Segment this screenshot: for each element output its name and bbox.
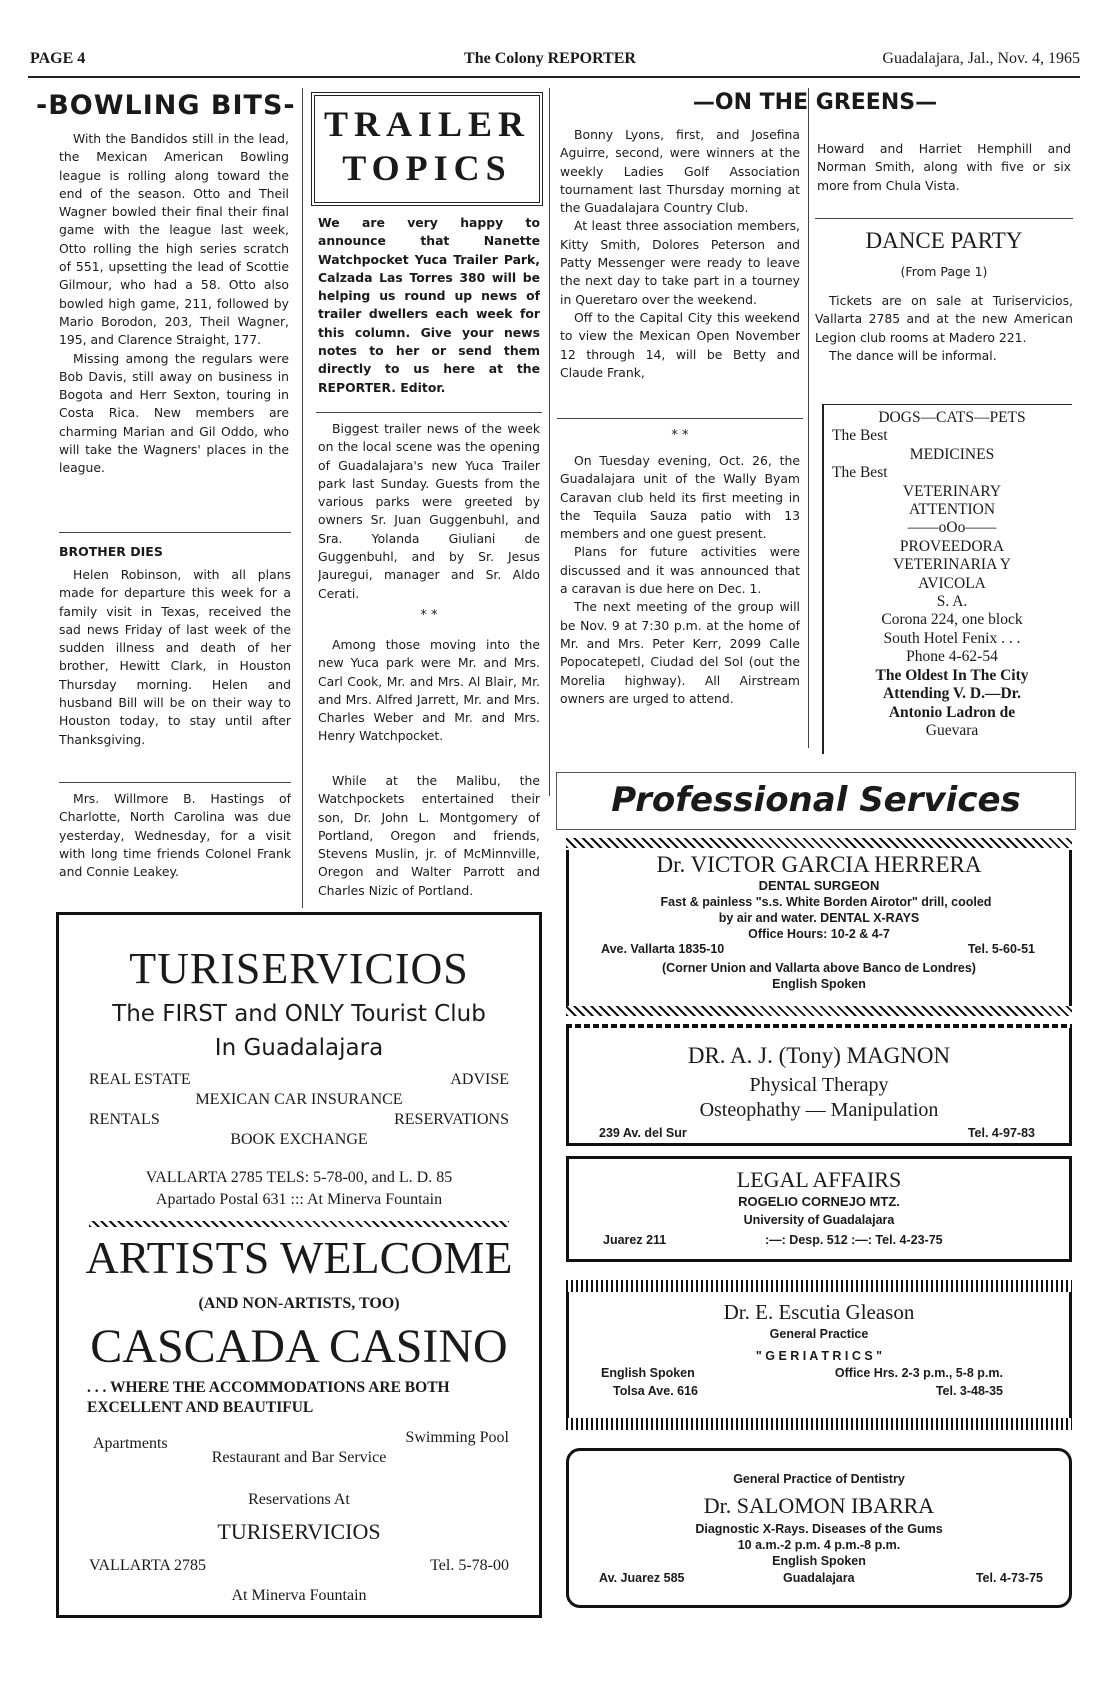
herrera-line: English Spoken — [772, 977, 866, 991]
trailer-paragraph: Biggest trailer news of the week on the local scene was the opening of Guadalajara's new Yuca Trailer park last Sunday. Guests from the various parks were greeted by owners Sr. Juan Guggenbuhl, and Sra. Yolanda Giuliani de Guggenbuhl, and by Sr. Jesus Jauregui, manager and Sr. Aldo Cerati. — [318, 421, 540, 600]
herrera-address-row — [569, 942, 1069, 960]
service-reservations: RESERVATIONS — [394, 1111, 509, 1128]
non-artists-note: (AND NON-ARTISTS, TOO) — [198, 1295, 400, 1312]
ibarra-name: Dr. SALOMON IBARRA — [703, 1493, 935, 1518]
border-decoration — [566, 1280, 1072, 1292]
vet-line: The Best — [832, 427, 888, 445]
dance-paragraph: The dance will be informal. — [829, 347, 997, 363]
vet-line: S. A. — [936, 593, 968, 611]
bowling-article — [59, 130, 289, 523]
vet-line: South Hotel Fenix . . . — [883, 629, 1021, 647]
ibarra-address: Av. Juarez 585 — [599, 1571, 685, 1585]
magnon-address-row — [569, 1126, 1069, 1146]
vet-line: ——oOo—— — [907, 519, 997, 537]
artists-welcome-heading: ARTISTS WELCOME — [85, 1232, 513, 1283]
service-rentals: RENTALS — [89, 1111, 160, 1128]
gleason-english: English Spoken — [601, 1366, 695, 1380]
vet-line: The Oldest In The City — [875, 666, 1029, 684]
herrera-title: DENTAL SURGEON — [758, 878, 880, 893]
ibarra-english: English Spoken — [772, 1554, 866, 1568]
trailer-topics-title-box — [311, 92, 543, 206]
divider — [59, 782, 291, 783]
gleason-phone: Tel. 3-48-35 — [935, 1384, 1003, 1398]
hastings-paragraph: Mrs. Willmore B. Hastings of Charlotte, North Carolina was due yesterday, Wednesday, for a visit with long time friends Colonel Frank and Connie Leakey. — [59, 791, 291, 880]
magnon-ad — [566, 1028, 1072, 1146]
turiservicios-tagline: The FIRST and ONLY Tourist Club — [112, 1001, 486, 1027]
vet-line: AVICOLA — [918, 574, 986, 592]
turiservicios-address: VALLARTA 2785 TELS: 5-78-00, and L. D. 85 — [145, 1169, 453, 1186]
newspaper-name: The Colony REPORTER — [464, 50, 636, 67]
greens-article — [560, 126, 800, 414]
service-insurance: MEXICAN CAR INSURANCE — [195, 1091, 403, 1108]
gleason-name: Dr. E. Escutia Gleason — [723, 1300, 915, 1324]
divider — [316, 412, 542, 413]
divider — [815, 218, 1073, 219]
gleason-row — [569, 1384, 1069, 1402]
caravan-paragraph: The next meeting of the group will be Nov. 9 at 7:30 p.m. at the home of Mr. and Mrs. Peter Kerr, 2099 Calle Popocatepetl, Ciudad del Sol (out the Morelia highway). All Airstream owners are urged to attend. — [560, 599, 800, 706]
professional-services-header — [556, 772, 1076, 830]
ibarra-ad — [566, 1448, 1072, 1608]
section-stars: * * — [671, 428, 689, 443]
vet-line: The Best — [832, 464, 888, 482]
brother-article — [59, 566, 291, 776]
magnon-specialty: Manipulation — [830, 1099, 939, 1121]
casino-address: VALLARTA 2785 — [89, 1557, 207, 1574]
herrera-hours: Office Hours: 10-2 & 4-7 — [748, 927, 890, 941]
magnon-specialty: Osteophathy — [699, 1099, 801, 1121]
masthead-rule — [28, 76, 1080, 78]
vet-line: Antonio Ladron de — [888, 703, 1016, 721]
vet-line: MEDICINES — [909, 445, 995, 463]
magnon-name: DR. A. J. (Tony) MAGNON — [687, 1043, 951, 1068]
turiservicios-ad — [56, 912, 542, 1618]
greens-paragraph: Off to the Capital City this weekend to view the Mexican Open November 12 through 14, will be Betty and Claude Frank, — [560, 309, 800, 380]
turiservicios-title: TURISERVICIOS — [129, 944, 469, 993]
brother-heading: BROTHER DIES — [59, 544, 163, 559]
service-book-exchange: BOOK EXCHANGE — [230, 1131, 368, 1148]
turiservicios-tagline: In Guadalajara — [214, 1035, 384, 1061]
hastings-article — [59, 790, 291, 902]
trailer-intro-text: We are very happy to announce that Nanette Watchpocket Yuca Trailer Park, Calzada Las Torres 380 will be helping us round up news of trailer dwellers each week for this column. Give your news notes to her or send them directly to us here at the REPORTER. Editor. — [318, 215, 540, 395]
herrera-ad — [566, 850, 1072, 1006]
herrera-line: Fast & painless "s.s. White Borden Airotor" drill, cooled — [660, 895, 992, 909]
casino-tagline: . . . WHERE THE ACCOMMODATIONS ARE BOTH — [87, 1379, 450, 1396]
casino-location: At Minerva Fountain — [231, 1587, 367, 1604]
ibarra-line: Diagnostic X-Rays. Diseases of the Gums — [695, 1522, 943, 1536]
greens-continued — [817, 140, 1071, 214]
professional-services-title: Professional Services — [611, 780, 1021, 820]
trailer-paragraph: While at the Malibu, the Watchpockets entertained their son, Dr. John L. Montgomery of Portland, Oregon and friends, Stevens Muslin, jr. of McMinnville, Oregon and Walter Parrott and Charles Nizic of Portland. — [318, 773, 540, 898]
section-stars: * * — [420, 608, 438, 623]
casino-reservations: Reservations At — [248, 1491, 350, 1508]
trailer-article — [318, 420, 540, 600]
vet-line: Phone 4-62-54 — [906, 648, 998, 666]
trailer-article — [318, 772, 540, 902]
ibarra-address-row — [569, 1571, 1069, 1589]
herrera-name: Dr. VICTOR GARCIA HERRERA — [656, 852, 982, 877]
gleason-hours: Office Hrs. 2-3 p.m., 5-8 p.m. — [834, 1366, 1003, 1380]
legal-phone: :—: Desp. 512 :—: Tel. 4-23-75 — [765, 1233, 943, 1247]
gleason-ad — [566, 1292, 1072, 1418]
greens-heading: —ON THE GREENS— — [692, 90, 938, 115]
column-rule — [808, 88, 809, 748]
bowling-paragraph: Missing among the regulars were Bob Davis, still away on business in Bogota and Herr Sexton, touring in Costa Rica. New members are charming Marian and Gil Oddo, who will take the Wagners' places in the league. — [59, 350, 289, 476]
legal-address: Juarez 211 — [603, 1233, 667, 1247]
cascada-casino-title: CASCADA CASINO — [90, 1320, 508, 1373]
trailer-title: TRAILER — [323, 104, 531, 144]
caravan-paragraph: Plans for future activities were discussed and it was announced that a caravan is due here on Dec. 1. — [560, 544, 800, 597]
page-number: PAGE 4 — [30, 50, 86, 67]
vet-line: Guevara — [925, 721, 979, 739]
divider — [557, 418, 803, 419]
legal-address-row — [569, 1233, 1069, 1253]
trailer-intro — [318, 214, 540, 408]
gleason-specialty: " G E R I A T R I C S " — [755, 1349, 883, 1363]
dance-subheading: (From Page 1) — [900, 264, 988, 279]
casino-tagline: EXCELLENT AND BEAUTIFUL — [87, 1399, 314, 1416]
divider — [89, 1221, 509, 1227]
dateline: Guadalajara, Jal., Nov. 4, 1965 — [882, 50, 1080, 67]
vet-line: Attending V. D.—Dr. — [883, 685, 1021, 703]
legal-title: LEGAL AFFAIRS — [736, 1167, 902, 1192]
legal-affairs-ad — [566, 1156, 1072, 1262]
ibarra-hours: 10 a.m.-2 p.m. 4 p.m.-8 p.m. — [737, 1538, 901, 1552]
casino-turiservicios: TURISERVICIOS — [217, 1519, 381, 1544]
vet-line: Corona 224, one block — [881, 611, 1023, 629]
service-advise: ADVISE — [450, 1071, 509, 1088]
veterinary-ad-body — [824, 405, 1072, 740]
legal-university: University of Guadalajara — [743, 1213, 895, 1227]
ibarra-phone: Tel. 4-73-75 — [975, 1571, 1043, 1585]
ibarra-practice: General Practice of Dentistry — [733, 1472, 905, 1486]
dance-paragraph: Tickets are on sale at Turiservicios, Vallarta 2785 and at the new American Legion club rooms at Madero 221. — [815, 293, 1073, 345]
vet-line: PROVEEDORA — [899, 537, 1005, 555]
bowling-heading: -BOWLING BITS- — [36, 90, 296, 121]
gleason-address: Tolsa Ave. 616 — [613, 1384, 698, 1398]
column-rule — [549, 88, 550, 796]
border-decoration — [566, 1418, 1072, 1430]
bowling-paragraph: With the Bandidos still in the lead, the Mexican American Bowling league is rolling along toward the end of the season. Otto and Theil Wagner bowled their final their final game with the league last week, Otto rolling the high series scratch of 551, upsetting the lead of Scottie Gilmour, who had a 58. Otto also bowled high game, 211, followed by Mario Borodon, 203, Theil Wagner, 195, and Clarence Straight, 177. — [59, 131, 289, 348]
service-real-estate: REAL ESTATE — [89, 1071, 191, 1088]
gleason-practice: General Practice — [769, 1327, 869, 1341]
topics-title: TOPICS — [342, 148, 512, 188]
trailer-paragraph: Among those moving into the new Yuca park were Mr. and Mrs. Carl Cook, Mr. and Mrs. Al Blair, Mr. and Mrs. Alfred Jarrett, Mr. and Mrs. Charles Weber and Mr. and Mrs. Henry Watchpocket. — [318, 637, 540, 744]
legal-name: ROGELIO CORNEJO MTZ. — [738, 1194, 900, 1209]
herrera-line: by air and water. DENTAL X-RAYS — [718, 911, 920, 925]
ibarra-city: Guadalajara — [783, 1571, 855, 1585]
magnon-specialty: Physical Therapy — [749, 1074, 889, 1096]
dance-article — [815, 292, 1073, 392]
casino-apartments: Apartments — [93, 1435, 168, 1452]
herrera-phone: Tel. 5-60-51 — [967, 942, 1035, 956]
vet-line: VETERINARIA Y — [893, 556, 1011, 574]
trailer-article — [318, 636, 540, 768]
caravan-paragraph: On Tuesday evening, Oct. 26, the Guadalajara unit of the Wally Byam Caravan club held its first meeting in the Tequila Sauza patio with 13 members and one guest present. — [560, 453, 800, 542]
turiservicios-address: Apartado Postal 631 ::: At Minerva Fountain — [155, 1191, 443, 1208]
magnon-dash: — — [805, 1099, 826, 1121]
casino-pool: Swimming Pool — [405, 1429, 509, 1446]
herrera-line: (Corner Union and Vallarta above Banco de Londres) — [662, 961, 976, 975]
greens-paragraph: Bonny Lyons, first, and Josefina Aguirre, second, were winners at the weekly Ladies Golf Association tournament last Thursday morning at the Guadalajara Country Club. — [560, 127, 800, 216]
magnon-address: 239 Av. del Sur — [599, 1126, 687, 1140]
column-rule — [302, 88, 303, 908]
dance-heading: DANCE PARTY — [865, 228, 1023, 253]
greens-paragraph: Howard and Harriet Hemphill and Norman Smith, along with five or six more from Chula Vista. — [817, 141, 1071, 193]
vet-line: DOGS—CATS—PETS — [878, 409, 1026, 426]
divider — [59, 532, 291, 533]
gleason-row — [569, 1366, 1069, 1384]
brother-paragraph: Helen Robinson, with all plans made for departure this week for a family visit in Texas, received the sad news Friday of last week of the sudden illness and death of her brother, Hewitt Clark, in Houston Thursday morning. Helen and husband Bill will be on their way to Houston today, to stay until after Thanksgiving. — [59, 567, 291, 747]
border-decoration — [566, 1006, 1072, 1016]
magnon-phone: Tel. 4-97-83 — [967, 1126, 1035, 1140]
vet-line: ATTENTION — [908, 501, 996, 519]
greens-paragraph: At least three association members, Kitty Smith, Dolores Peterson and Patty Messenger were ready to leave the next day to take part in a tourney in Queretaro over the weekend. — [560, 218, 800, 307]
border-decoration — [566, 838, 1072, 848]
casino-restaurant: Restaurant and Bar Service — [211, 1449, 387, 1466]
herrera-address: Ave. Vallarta 1835-10 — [601, 942, 725, 956]
casino-phone: Tel. 5-78-00 — [430, 1557, 509, 1574]
veterinary-ad — [822, 404, 1072, 754]
caravan-article — [560, 452, 800, 746]
vet-line: VETERINARY — [902, 482, 1002, 500]
magnon-specialty-row — [569, 1098, 1069, 1122]
